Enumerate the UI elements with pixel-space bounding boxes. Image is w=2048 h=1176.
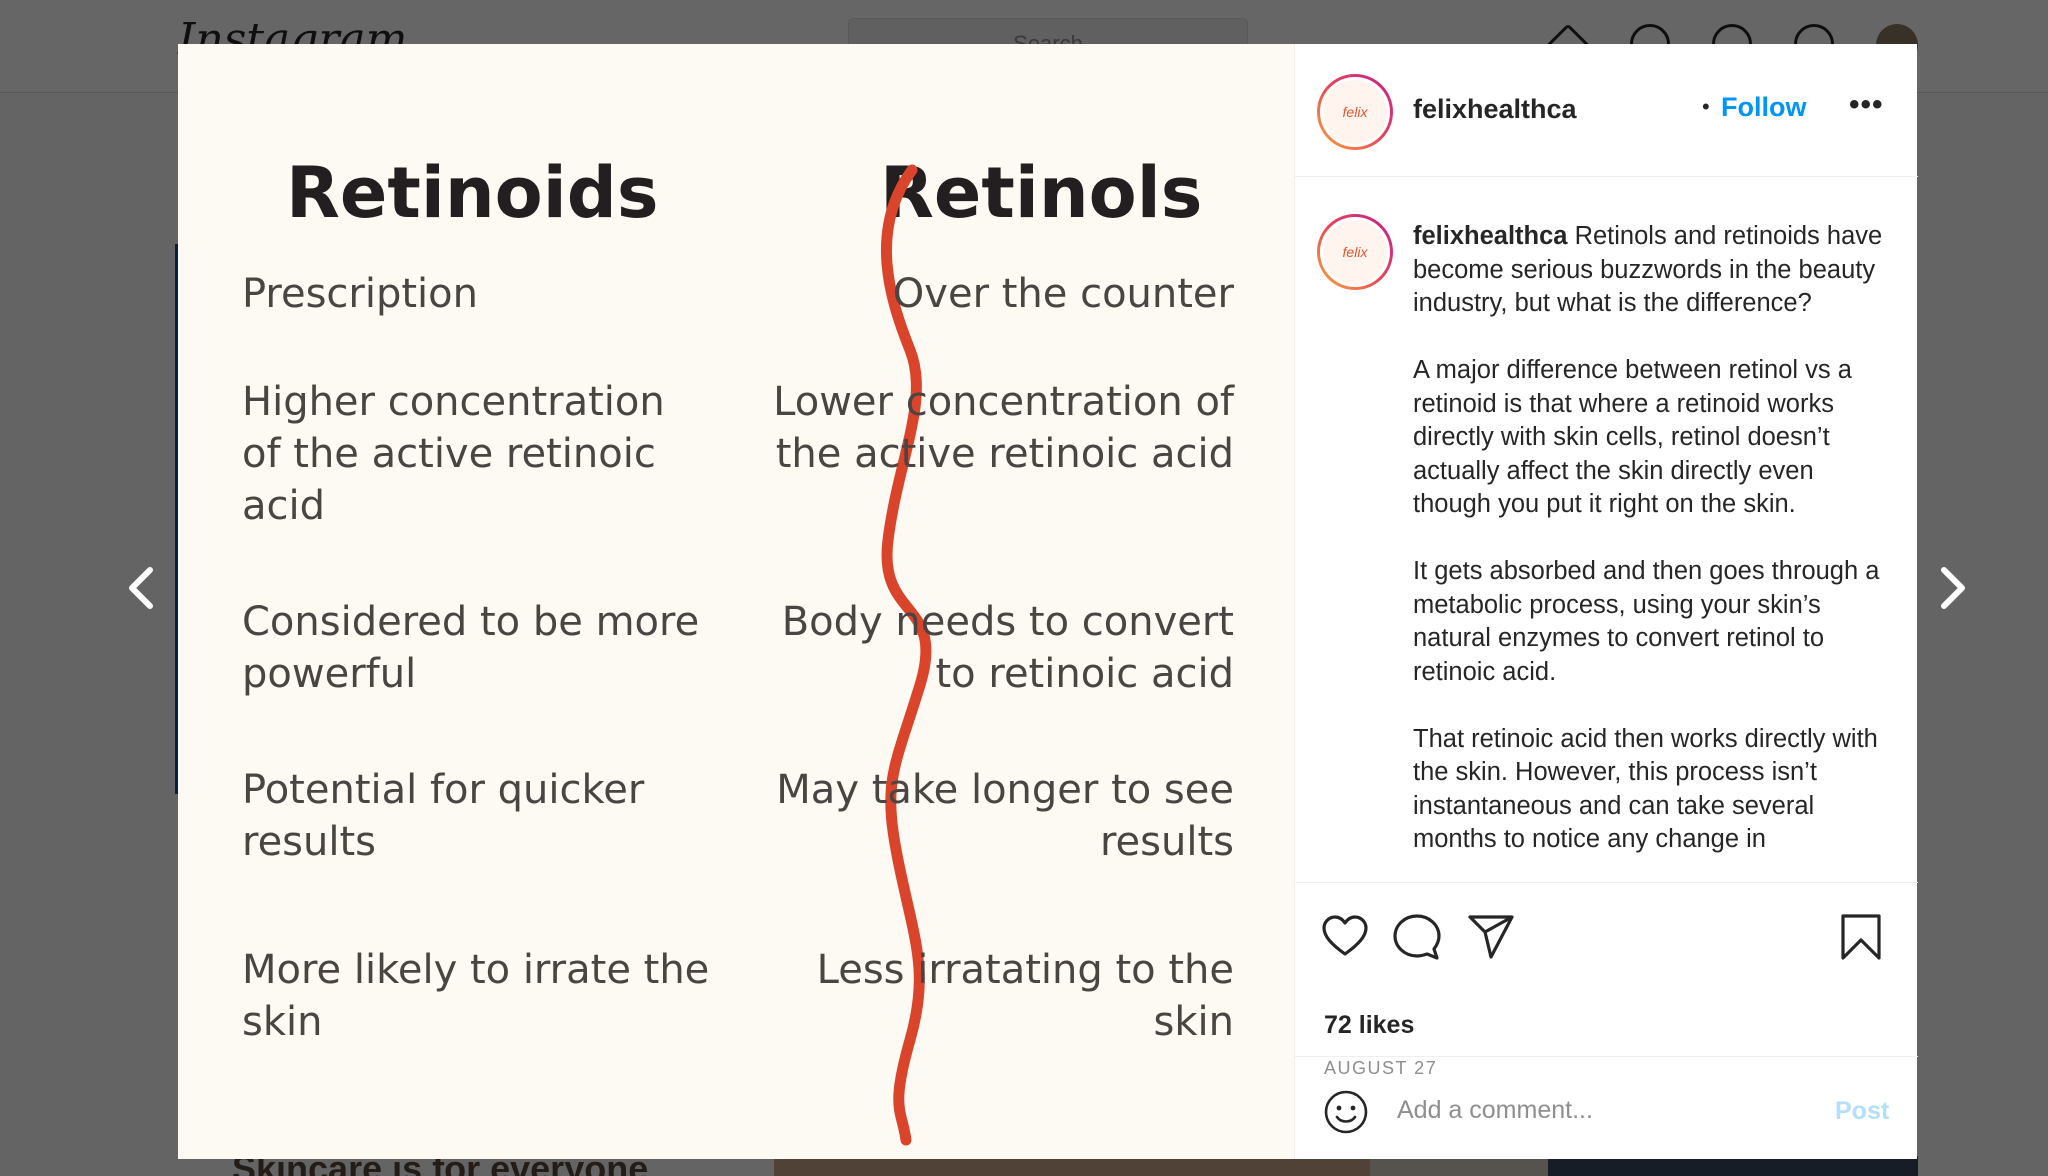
- post-comment-button[interactable]: Post: [1835, 1097, 1890, 1125]
- separator-dot: •: [1702, 94, 1710, 119]
- caption-avatar[interactable]: [1317, 214, 1393, 290]
- retinols-title: Retinols: [880, 152, 1203, 234]
- like-button[interactable]: [1321, 913, 1369, 961]
- chevron-left-icon: [112, 558, 172, 618]
- retinoids-row-2: Higher concentration of the active retinoic acid: [242, 379, 665, 529]
- likes-count[interactable]: 72 likes: [1324, 1011, 1415, 1039]
- next-post-button[interactable]: [1922, 558, 1982, 618]
- author-username[interactable]: felixhealthca: [1413, 94, 1577, 124]
- comment-input[interactable]: [1397, 1085, 1797, 1135]
- retinols-row-2: Lower concentration of the active retinoic acid: [773, 379, 1234, 477]
- retinoids-row-1: Prescription: [242, 271, 478, 317]
- post-sidebar: [1294, 44, 1917, 1159]
- retinols-row-1: Over the counter: [892, 271, 1234, 317]
- caption-username[interactable]: felixhealthca: [1413, 222, 1568, 250]
- post-modal: [178, 44, 1917, 1159]
- more-options-icon[interactable]: •••: [1849, 88, 1884, 121]
- comment-form: [1295, 1056, 1918, 1159]
- retinols-row-5: Less irratating to the skin: [816, 947, 1234, 1045]
- post-caption: [1413, 220, 1893, 876]
- previous-post-button[interactable]: [112, 558, 172, 618]
- post-header: [1295, 44, 1918, 177]
- comment-button[interactable]: [1393, 913, 1441, 961]
- retinols-row-3: Body needs to convert to retinoic acid: [781, 599, 1234, 697]
- share-button[interactable]: [1467, 913, 1515, 961]
- caption-paragraph: That retinoic acid then works directly with the skin. However, this process isn’t instantaneous and can take several months to notice any change in: [1413, 724, 1878, 853]
- retinoids-title: Retinoids: [286, 152, 659, 234]
- comment-icon: [1393, 913, 1441, 961]
- retinoids-row-5: More likely to irrate the skin: [242, 947, 710, 1045]
- felix-logo: felix: [1323, 80, 1387, 144]
- retinoids-row-3: Considered to be more powerful: [242, 599, 700, 697]
- post-image[interactable]: [178, 44, 1294, 1159]
- share-paper-plane-icon: [1467, 913, 1515, 961]
- emoji-icon[interactable]: [1323, 1089, 1369, 1135]
- author-avatar[interactable]: [1317, 74, 1393, 150]
- retinols-row-4: May take longer to see results: [776, 767, 1234, 865]
- heart-icon: [1321, 913, 1369, 961]
- save-button[interactable]: [1837, 913, 1885, 961]
- bookmark-icon: [1837, 913, 1885, 961]
- chevron-right-icon: [1922, 558, 1982, 618]
- post-date[interactable]: AUGUST 27: [1324, 1058, 1438, 1078]
- caption-paragraph: A major difference between retinol vs a retinoid is that where a retinoid works directly with skin cells, retinol doesn’t actually affect the skin directly even though you put it right on the skin.: [1413, 356, 1852, 518]
- retinoids-row-4: Potential for quicker results: [242, 767, 645, 865]
- felix-logo: felix: [1323, 220, 1387, 284]
- caption-area[interactable]: [1295, 178, 1918, 876]
- caption-text: Retinols and retinoids have become serious buzzwords in the beauty industry, but what is the difference?: [1413, 222, 1883, 317]
- caption-paragraph: It gets absorbed and then goes through a metabolic process, using your skin’s natural enzymes to convert retinol to retinoic acid.: [1413, 557, 1880, 686]
- follow-button[interactable]: Follow: [1721, 92, 1807, 122]
